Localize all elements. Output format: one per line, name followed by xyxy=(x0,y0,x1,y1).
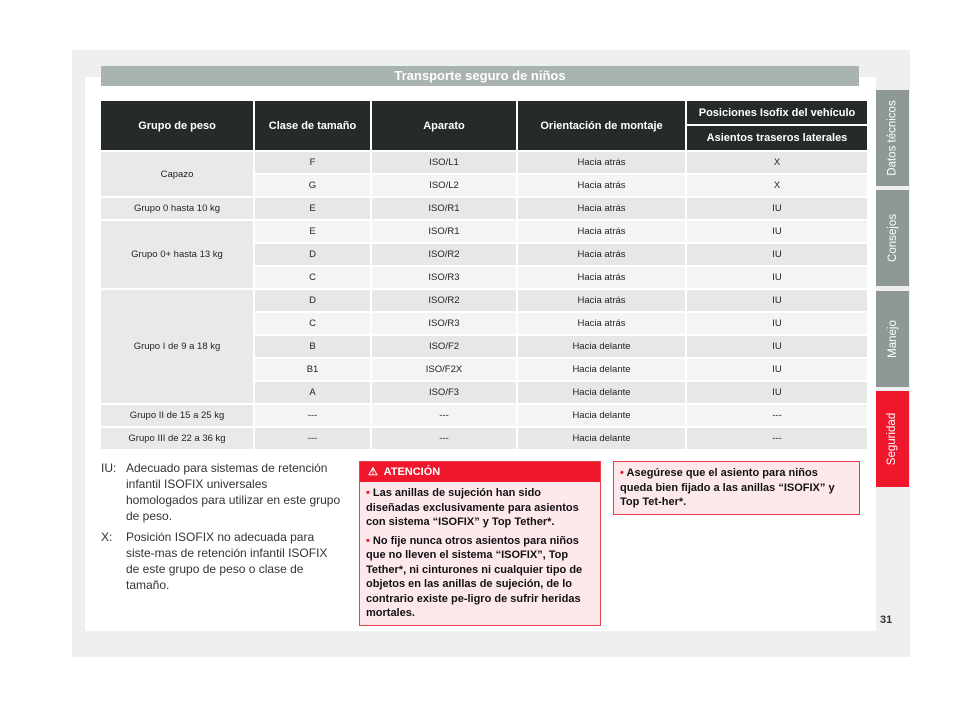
cell-orientacion: Hacia delante xyxy=(518,336,685,357)
cell-clase: G xyxy=(255,175,370,196)
table-row xyxy=(101,152,867,173)
section-title: Transporte seguro de niños xyxy=(101,66,859,86)
cell-posicion: --- xyxy=(687,428,867,449)
cell-clase: E xyxy=(255,198,370,219)
cell-posicion: IU xyxy=(687,267,867,288)
cell-clase: C xyxy=(255,313,370,334)
isofix-table xyxy=(99,99,869,451)
cell-orientacion: Hacia delante xyxy=(518,382,685,403)
cell-orientacion: Hacia atrás xyxy=(518,290,685,311)
table-row xyxy=(101,198,867,219)
cell-aparato: ISO/F3 xyxy=(372,382,516,403)
header-aparato: Aparato xyxy=(372,101,516,150)
cell-aparato: --- xyxy=(372,428,516,449)
cell-aparato: ISO/R2 xyxy=(372,290,516,311)
warning-text: Las anillas de sujeción han sido diseñadas exclusivamente para asientos con sistema “ISOFIX” y Top Tether*. xyxy=(366,487,579,528)
warning-item: • Las anillas de sujeción han sido diseñadas exclusivamente para asientos con sistema “ISOFIX” y Top Tether*. xyxy=(366,487,579,528)
cell-posicion: IU xyxy=(687,336,867,357)
legend-item-iu xyxy=(101,460,341,524)
cell-orientacion: Hacia atrás xyxy=(518,313,685,334)
warning-title: ATENCIÓN xyxy=(383,466,441,478)
tab-datos-tecnicos[interactable] xyxy=(876,90,909,186)
warning-item: • No fije nunca otros asientos para niños que no lleven el sistema “ISOFIX”, Top Tether*, ni cinturones ni cualquier tipo de objetos en las anillas de sujeción, de lo contrario existe pe-ligro de sufrir heridas mortales. xyxy=(366,534,583,619)
cell-aparato: ISO/R3 xyxy=(372,267,516,288)
cell-orientacion: Hacia delante xyxy=(518,428,685,449)
cell-posicion: IU xyxy=(687,382,867,403)
header-clase-tamano: Clase de tamaño xyxy=(255,101,370,150)
tab-consejos[interactable] xyxy=(876,190,909,286)
cell-orientacion: Hacia atrás xyxy=(518,198,685,219)
warning-text: No fije nunca otros asientos para niños que no lleven el sistema “ISOFIX”, Top Tether*, ni cinturones ni cualquier tipo de objetos en las anillas de sujeción, de lo contrario existe pe-ligro de sufrir heridas mortales. xyxy=(366,534,583,619)
note-text: Asegúrese que el asiento para niños queda bien fijado a las anillas “ISOFIX” y Top Tet-her*. xyxy=(620,467,835,508)
cell-clase: E xyxy=(255,221,370,242)
cell-posicion: IU xyxy=(687,198,867,219)
cell-orientacion: Hacia delante xyxy=(518,359,685,380)
cell-posicion: X xyxy=(687,175,867,196)
cell-aparato: ISO/L2 xyxy=(372,175,516,196)
cell-clase: A xyxy=(255,382,370,403)
cell-clase: --- xyxy=(255,428,370,449)
cell-posicion: IU xyxy=(687,359,867,380)
tab-label: Seguridad xyxy=(886,412,899,466)
tab-label: Manejo xyxy=(886,320,899,358)
cell-clase: C xyxy=(255,267,370,288)
legend-key: IU: xyxy=(101,461,117,475)
legend-text: Posición ISOFIX no adecuada para siste-mas de retención infantil ISOFIX de este grupo de peso o clase de tamaño. xyxy=(126,530,328,592)
cell-posicion: IU xyxy=(687,244,867,265)
cell-posicion: --- xyxy=(687,405,867,426)
cell-posicion: IU xyxy=(687,290,867,311)
cell-orientacion: Hacia atrás xyxy=(518,244,685,265)
warning-triangle-icon: ⚠ xyxy=(368,466,378,478)
cell-clase: --- xyxy=(255,405,370,426)
legend-key: X: xyxy=(101,530,113,544)
cell-aparato: ISO/R1 xyxy=(372,198,516,219)
cell-aparato: ISO/R3 xyxy=(372,313,516,334)
cell-posicion: X xyxy=(687,152,867,173)
cell-clase: D xyxy=(255,290,370,311)
cell-grupo-peso: Grupo III de 22 a 36 kg xyxy=(101,428,253,449)
cell-grupo-peso: Grupo 0 hasta 10 kg xyxy=(101,198,253,219)
warning-box xyxy=(359,461,601,626)
tab-seguridad[interactable] xyxy=(876,391,909,487)
table-row xyxy=(101,428,867,449)
cell-clase: B xyxy=(255,336,370,357)
cell-orientacion: Hacia atrás xyxy=(518,267,685,288)
cell-grupo-peso: Grupo 0+ hasta 13 kg xyxy=(101,221,253,288)
legend xyxy=(101,460,341,598)
cell-clase: F xyxy=(255,152,370,173)
cell-aparato: ISO/R2 xyxy=(372,244,516,265)
cell-orientacion: Hacia atrás xyxy=(518,152,685,173)
header-grupo-peso: Grupo de peso xyxy=(101,101,253,150)
cell-orientacion: Hacia atrás xyxy=(518,221,685,242)
header-posiciones-isofix: Posiciones Isofix del vehículo xyxy=(687,101,867,124)
cell-orientacion: Hacia delante xyxy=(518,405,685,426)
header-orientacion: Orientación de montaje xyxy=(518,101,685,150)
tab-label: Datos técnicos xyxy=(886,100,899,176)
cell-aparato: ISO/F2X xyxy=(372,359,516,380)
cell-grupo-peso: Capazo xyxy=(101,152,253,196)
cell-aparato: ISO/F2 xyxy=(372,336,516,357)
cell-posicion: IU xyxy=(687,313,867,334)
cell-grupo-peso: Grupo II de 15 a 25 kg xyxy=(101,405,253,426)
note-box xyxy=(613,461,860,515)
cell-aparato: --- xyxy=(372,405,516,426)
cell-aparato: ISO/R1 xyxy=(372,221,516,242)
table-row xyxy=(101,290,867,311)
note-item: • Asegúrese que el asiento para niños queda bien fijado a las anillas “ISOFIX” y Top Tet-her*. xyxy=(620,467,835,508)
cell-clase: D xyxy=(255,244,370,265)
cell-posicion: IU xyxy=(687,221,867,242)
legend-text: Adecuado para sistemas de retención infantil ISOFIX universales homologados para utilizar en este grupo de peso. xyxy=(126,461,341,523)
table-row xyxy=(101,405,867,426)
legend-item-x xyxy=(101,529,341,593)
cell-clase: B1 xyxy=(255,359,370,380)
cell-aparato: ISO/L1 xyxy=(372,152,516,173)
cell-orientacion: Hacia atrás xyxy=(518,175,685,196)
cell-grupo-peso: Grupo I de 9 a 18 kg xyxy=(101,290,253,403)
header-asientos-traseros: Asientos traseros laterales xyxy=(687,126,867,150)
tab-manejo[interactable] xyxy=(876,291,909,387)
warning-header xyxy=(360,462,600,482)
tab-label: Consejos xyxy=(886,214,899,262)
table-row xyxy=(101,221,867,242)
page-number: 31 xyxy=(880,614,893,626)
